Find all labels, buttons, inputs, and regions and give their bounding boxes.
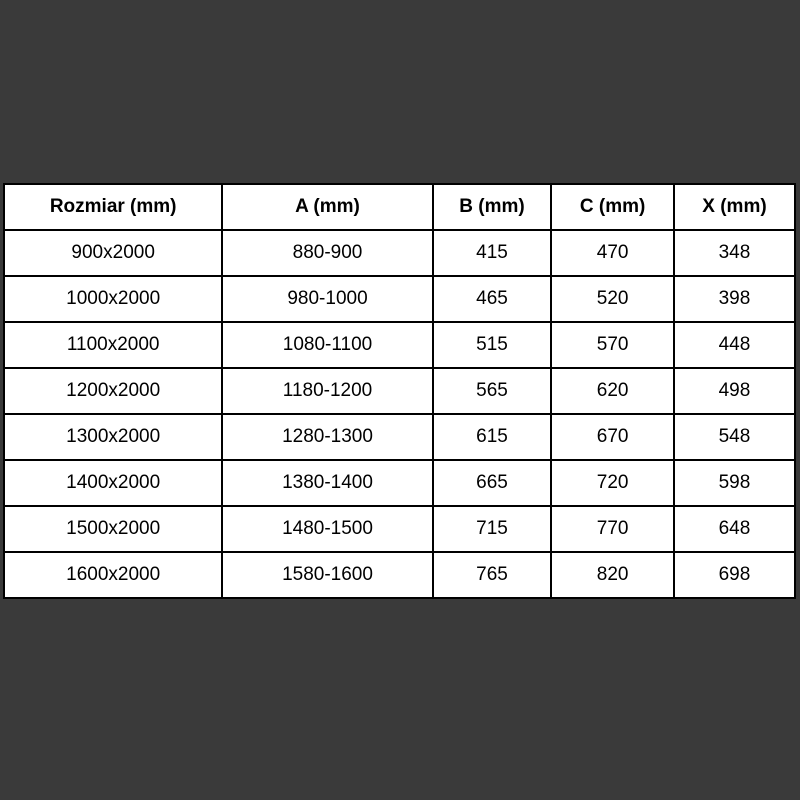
table-cell: 1380-1400: [222, 460, 432, 506]
table-row: [4, 368, 795, 414]
table-cell: 1580-1600: [222, 552, 432, 598]
table-header: [4, 184, 795, 230]
table-cell: 1080-1100: [222, 322, 432, 368]
table-cell: 1480-1500: [222, 506, 432, 552]
table-row: [4, 322, 795, 368]
column-header-a: A (mm): [222, 184, 432, 230]
size-table-container: [3, 183, 796, 599]
table-cell: 1400x2000: [4, 460, 222, 506]
table-cell: 698: [674, 552, 795, 598]
table-cell: 648: [674, 506, 795, 552]
table-cell: 980-1000: [222, 276, 432, 322]
table-cell: 1280-1300: [222, 414, 432, 460]
table-cell: 398: [674, 276, 795, 322]
table-cell: 448: [674, 322, 795, 368]
table-row: [4, 460, 795, 506]
table-cell: 1200x2000: [4, 368, 222, 414]
table-cell: 670: [551, 414, 674, 460]
table-cell: 620: [551, 368, 674, 414]
column-header-b: B (mm): [433, 184, 552, 230]
table-cell: 770: [551, 506, 674, 552]
table-cell: 348: [674, 230, 795, 276]
table-cell: 565: [433, 368, 552, 414]
table-row: [4, 552, 795, 598]
size-table: [3, 183, 796, 599]
table-cell: 520: [551, 276, 674, 322]
table-cell: 470: [551, 230, 674, 276]
table-cell: 615: [433, 414, 552, 460]
table-cell: 548: [674, 414, 795, 460]
column-header-rozmiar: Rozmiar (mm): [4, 184, 222, 230]
table-row: [4, 506, 795, 552]
table-row: [4, 230, 795, 276]
table-cell: 1600x2000: [4, 552, 222, 598]
table-header-row: [4, 184, 795, 230]
table-cell: 1180-1200: [222, 368, 432, 414]
table-cell: 765: [433, 552, 552, 598]
table-cell: 820: [551, 552, 674, 598]
column-header-x: X (mm): [674, 184, 795, 230]
table-cell: 465: [433, 276, 552, 322]
table-cell: 570: [551, 322, 674, 368]
table-cell: 515: [433, 322, 552, 368]
table-body: [4, 230, 795, 598]
table-cell: 1300x2000: [4, 414, 222, 460]
table-cell: 1000x2000: [4, 276, 222, 322]
table-cell: 880-900: [222, 230, 432, 276]
table-cell: 900x2000: [4, 230, 222, 276]
table-cell: 720: [551, 460, 674, 506]
table-cell: 665: [433, 460, 552, 506]
table-cell: 1100x2000: [4, 322, 222, 368]
table-cell: 498: [674, 368, 795, 414]
table-row: [4, 276, 795, 322]
table-cell: 415: [433, 230, 552, 276]
table-row: [4, 414, 795, 460]
table-cell: 715: [433, 506, 552, 552]
column-header-c: C (mm): [551, 184, 674, 230]
table-cell: 1500x2000: [4, 506, 222, 552]
table-cell: 598: [674, 460, 795, 506]
